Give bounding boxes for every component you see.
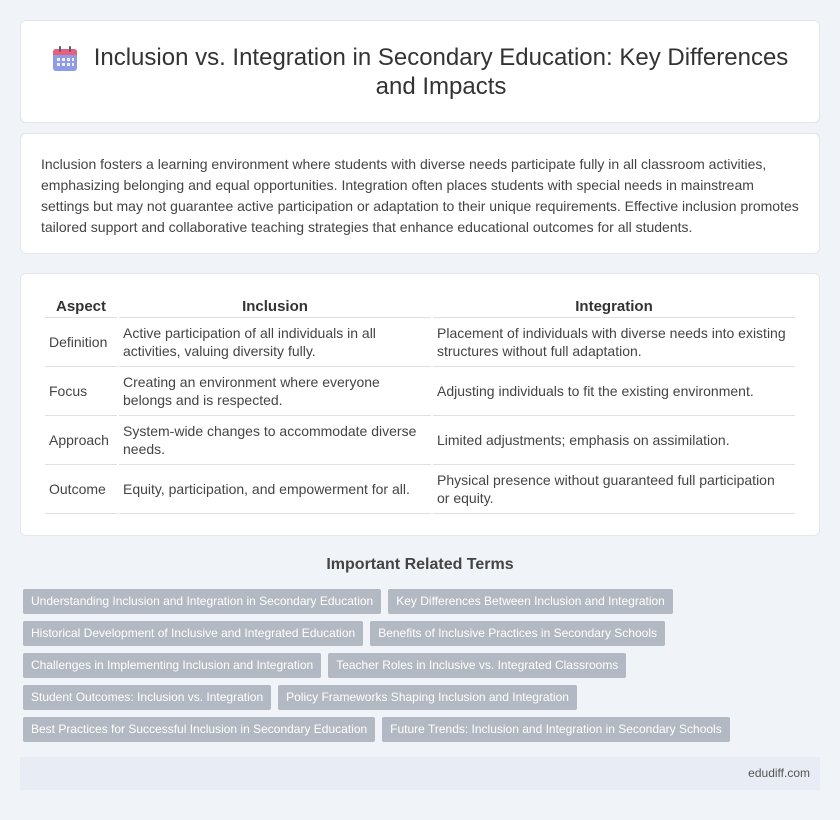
row-integration: Adjusting individuals to fit the existing environment. [433,367,795,416]
table-row [45,367,795,416]
related-term-tag[interactable]: Historical Development of Inclusive and Integrated Education [23,621,363,646]
related-term-tag[interactable]: Student Outcomes: Inclusion vs. Integration [23,685,271,710]
header-aspect: Aspect [45,294,117,318]
related-terms-list [23,589,823,749]
row-inclusion: System-wide changes to accommodate diverse needs. [119,416,431,465]
calendar-icon [51,45,79,73]
related-term-tag[interactable]: Challenges in Implementing Inclusion and Integration [23,653,321,678]
comparison-table [43,294,797,514]
row-integration: Limited adjustments; emphasis on assimilation. [433,416,795,465]
row-inclusion: Active participation of all individuals in all activities, valuing diversity fully. [119,318,431,367]
table-header-row [45,294,795,318]
row-aspect: Outcome [45,465,117,514]
related-term-tag[interactable]: Policy Frameworks Shaping Inclusion and Integration [278,685,577,710]
intro-paragraph: Inclusion fosters a learning environment where students with diverse needs participate fully in all classroom activities, emphasizing belonging and equal opportunities. Integration often places students with special needs in mainstream settings but may not guarantee active participation or adaptation to their unique requirements. Effective inclusion promotes tailored support and collaborative teaching strategies that enhance educational outcomes for all students. [41,156,799,235]
header-inclusion: Inclusion [119,294,431,318]
row-integration: Physical presence without guaranteed full participation or equity. [433,465,795,514]
table-row [45,465,795,514]
title-card [20,20,820,123]
row-inclusion: Creating an environment where everyone belongs and is respected. [119,367,431,416]
table-row [45,416,795,465]
related-term-tag[interactable]: Understanding Inclusion and Integration in Secondary Education [23,589,381,614]
related-term-tag[interactable]: Best Practices for Successful Inclusion in Secondary Education [23,717,375,742]
related-term-tag[interactable]: Teacher Roles in Inclusive vs. Integrated Classrooms [328,653,626,678]
related-term-tag[interactable]: Future Trends: Inclusion and Integration in Secondary Schools [382,717,730,742]
intro-card [20,133,820,254]
row-aspect: Focus [45,367,117,416]
row-aspect: Definition [45,318,117,367]
row-aspect: Approach [45,416,117,465]
footer-site-link[interactable]: edudiff.com [748,766,810,780]
row-integration: Placement of individuals with diverse needs into existing structures without full adaptation. [433,318,795,367]
related-term-tag[interactable]: Key Differences Between Inclusion and Integration [388,589,673,614]
footer [20,757,820,790]
table-row [45,318,795,367]
comparison-card [20,273,820,536]
related-term-tag[interactable]: Benefits of Inclusive Practices in Secondary Schools [370,621,665,646]
row-inclusion: Equity, participation, and empowerment for all. [119,465,431,514]
page-title: Inclusion vs. Integration in Secondary Education: Key Differences and Impacts [93,43,789,100]
header-integration: Integration [433,294,795,318]
related-terms-heading: Important Related Terms [326,556,514,573]
